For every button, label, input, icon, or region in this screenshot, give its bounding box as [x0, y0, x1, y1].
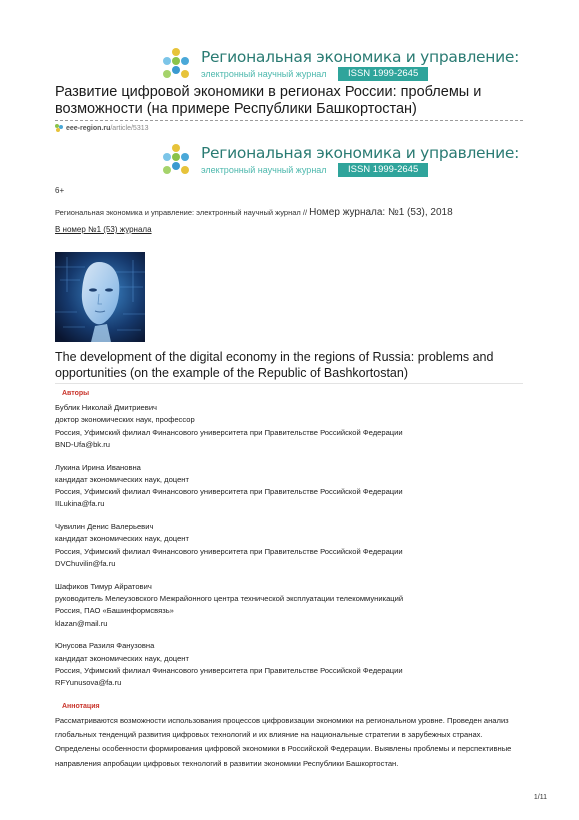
logo-title: Региональная экономика и управление: [201, 48, 520, 66]
logo-mark-icon [163, 144, 197, 176]
logo-title: Региональная экономика и управление: [201, 144, 520, 162]
author-entry [55, 462, 525, 511]
abstract-label: Аннотация [62, 703, 100, 710]
author-affiliation: Россия, Уфимский филиал Финансового университета при Правительстве Российской Федерации [55, 665, 403, 675]
page-number: 1/11 [533, 794, 547, 801]
author-email: RFYunusova@fa.ru [55, 678, 122, 688]
logo-issn: ISSN 1999-2645 [338, 67, 428, 81]
author-entry [55, 521, 525, 570]
journal-citation [55, 207, 453, 218]
author-entry [55, 640, 525, 689]
authors-label: Авторы [62, 390, 90, 397]
dashed-divider [55, 120, 523, 121]
article-image [55, 252, 145, 342]
logo-subtitle: электронный научный журнал [201, 165, 327, 175]
journal-logo-top[interactable] [163, 48, 519, 81]
authors-list [55, 402, 525, 700]
abstract-text: Рассматриваются возможности использования процессов цифровизации экономики на региональном уровне. Проведен анализ глобальных тенденций развития цифровых технологий и их влияние на национальные стратегии в зарубежных странах. Определены особенности формирования цифровой экономики в Российской Федерации. Выявлены проблемы и перспективные направления апробации цифровых технологий в развитии экономики Республики Башкортостан. [55, 716, 512, 768]
author-entry [55, 581, 525, 630]
issue-number: Номер журнала: №1 (53), 2018 [309, 207, 453, 218]
author-name: Бублик Николай Дмитриевич [55, 403, 158, 412]
journal-logo-banner [163, 144, 519, 177]
source-domain: eee-region.ru [66, 124, 111, 132]
title-divider [55, 383, 523, 384]
author-degree: кандидат экономических наук, доцент [55, 474, 189, 484]
site-favicon-icon [55, 124, 63, 132]
logo-subtitle: электронный научный журнал [201, 69, 327, 79]
journal-name: Региональная экономика и управление: электронный научный журнал // [55, 208, 308, 217]
author-affiliation: Россия, ПАО «Башинформсвязь» [55, 606, 174, 616]
author-entry [55, 402, 525, 451]
author-name: Юнусова Разиля Фанузовна [55, 641, 155, 651]
author-affiliation: Россия, Уфимский филиал Финансового университета при Правительстве Российской Федерации [55, 427, 403, 437]
author-name: Лукина Ирина Ивановна [55, 462, 141, 472]
age-rating: 6+ [55, 186, 65, 195]
english-title: The development of the digital economy in the regions of Russia: problems and opportunities (on the example of the Republic of Bashkortostan) [55, 350, 494, 380]
issue-link[interactable]: В номер №1 (53) журнала [55, 225, 152, 234]
author-degree: кандидат экономических наук, доцент [55, 534, 189, 544]
author-degree: руководитель Мелеузовского Межрайонного центра технической эксплуатации телекоммуникаций [55, 594, 404, 604]
logo-issn: ISSN 1999-2645 [338, 163, 428, 177]
author-affiliation: Россия, Уфимский филиал Финансового университета при Правительстве Российской Федерации [55, 546, 403, 556]
source-url[interactable] [55, 124, 149, 132]
author-email: klazan@mail.ru [55, 618, 108, 628]
author-degree: кандидат экономических наук, доцент [55, 653, 189, 663]
logo-mark-icon [163, 48, 197, 80]
author-degree: доктор экономических наук, профессор [55, 415, 195, 425]
author-name: Чувилин Денис Валерьевич [55, 522, 154, 532]
author-email: IILukina@fa.ru [55, 499, 105, 509]
author-name: Шафиков Тимур Айратович [55, 581, 152, 591]
author-affiliation: Россия, Уфимский филиал Финансового университета при Правительстве Российской Федерации [55, 487, 403, 497]
author-email: BND-Ufa@bk.ru [55, 439, 110, 449]
source-path: /article/5313 [110, 124, 149, 132]
author-email: DVChuvilin@fa.ru [55, 559, 116, 569]
page-title: Развитие цифровой экономики в регионах России: проблемы и возможности (на примере Республики Башкортостан) [55, 84, 482, 117]
